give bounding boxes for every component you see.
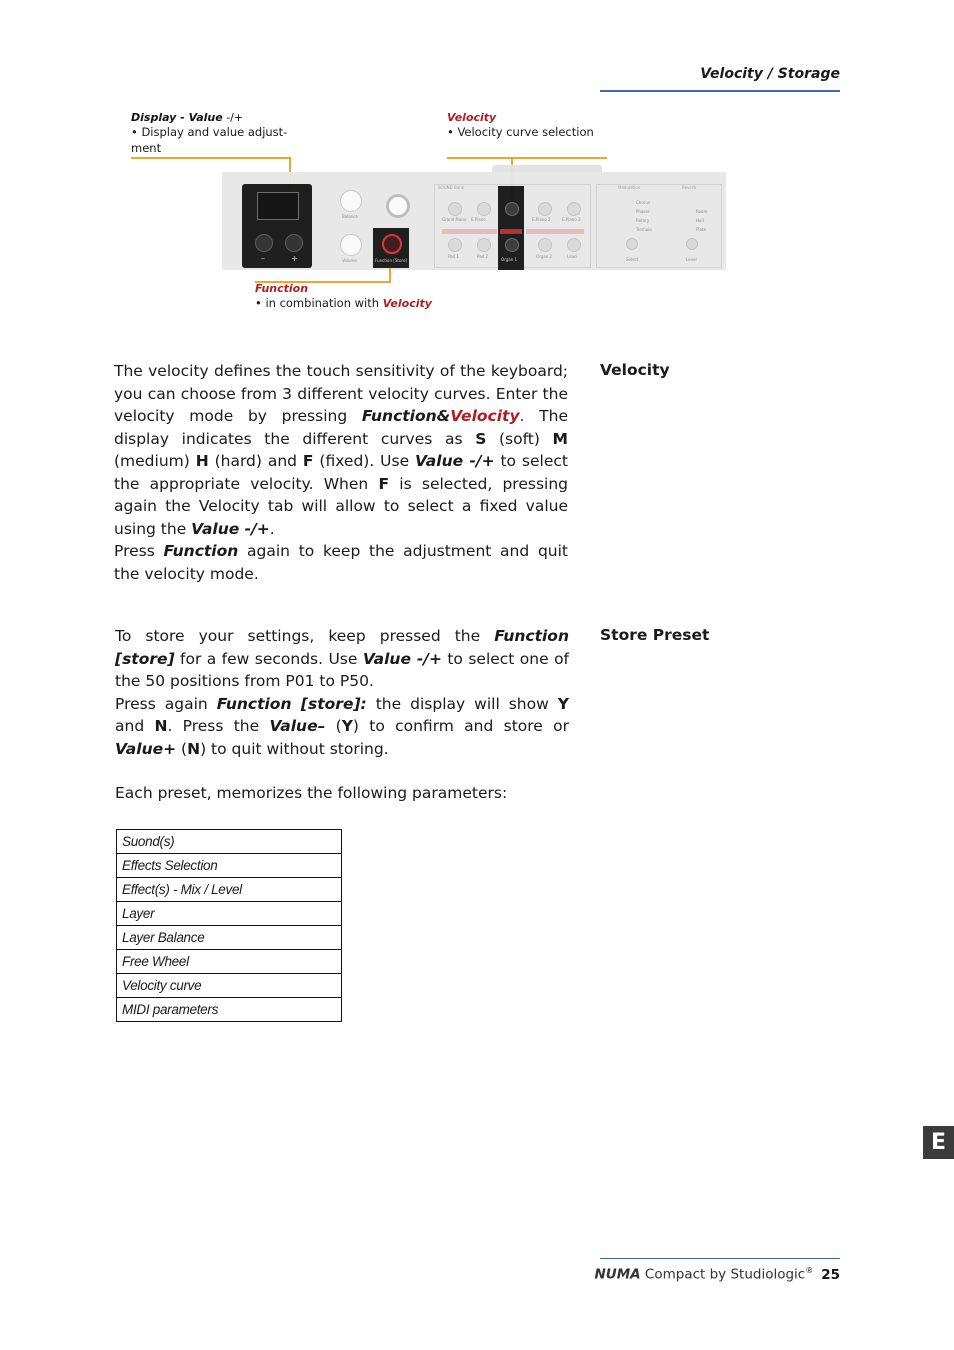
sound-button-1[interactable] bbox=[448, 202, 462, 216]
function-spacer bbox=[255, 270, 257, 280]
table-cell: Effects Selection bbox=[117, 854, 342, 878]
modulation-label: Modulation bbox=[618, 185, 641, 190]
sound-button-4[interactable] bbox=[538, 202, 552, 216]
panel-top-ridge bbox=[492, 165, 602, 172]
table-row bbox=[117, 902, 342, 926]
sound-bank-red-strip-right bbox=[526, 229, 584, 234]
velocity-callout-line1: • Velocity curve selection bbox=[447, 125, 594, 139]
mod-item-2: Phaser bbox=[636, 209, 650, 214]
sound-label-5: E.Piano 3 bbox=[562, 217, 581, 222]
organ-button-label: Organ 1 bbox=[501, 257, 518, 262]
pitch-wheel-button[interactable] bbox=[386, 194, 410, 218]
table-row bbox=[117, 878, 342, 902]
display-block bbox=[242, 184, 312, 268]
sound-button-2[interactable] bbox=[477, 202, 491, 216]
preset-intro: Each preset, memorizes the following parameters: bbox=[115, 784, 508, 802]
plus-label: + bbox=[291, 254, 298, 263]
function-callout bbox=[255, 282, 455, 312]
display-screen bbox=[257, 192, 299, 220]
table-row bbox=[117, 950, 342, 974]
value-plus-button[interactable] bbox=[285, 234, 303, 252]
rev-item-3: Plate bbox=[696, 227, 707, 232]
display-callout-title: Display - Value -/+ bbox=[131, 111, 244, 124]
sound-label-6: Pad 1 bbox=[448, 254, 460, 259]
table-row bbox=[117, 998, 342, 1022]
modulation-select-label: Select bbox=[626, 257, 639, 262]
velocity-button[interactable] bbox=[505, 202, 519, 216]
footer-brand: NUMA bbox=[594, 1266, 641, 1283]
minus-label: – bbox=[261, 254, 265, 263]
mod-item-3: Rotary bbox=[636, 218, 650, 223]
velocity-button-block bbox=[498, 186, 524, 270]
modulation-select-button[interactable] bbox=[626, 238, 638, 250]
mod-item-1: Chorus bbox=[636, 200, 651, 205]
table-cell: Free Wheel bbox=[117, 950, 342, 974]
effects-area bbox=[596, 184, 722, 268]
function-button-label: Function [Store] bbox=[375, 258, 407, 263]
sound-label-10: Lead bbox=[567, 254, 577, 259]
rev-item-2: Hall bbox=[696, 218, 704, 223]
table-row bbox=[117, 830, 342, 854]
header-rule bbox=[600, 90, 840, 92]
rev-item-1: Room bbox=[696, 209, 708, 214]
display-callout-line2: ment bbox=[131, 141, 162, 155]
function-callout-line1: • in combination with Velocity bbox=[255, 296, 432, 310]
footer-rule bbox=[600, 1258, 840, 1259]
sound-bank-label: SOUND Bank bbox=[438, 185, 465, 190]
sound-label-4: E.Piano 2 bbox=[532, 217, 551, 222]
volume-knob[interactable] bbox=[340, 234, 362, 256]
balance-knob[interactable] bbox=[340, 190, 362, 212]
reverb-level-label: Level bbox=[686, 257, 697, 262]
value-minus-button[interactable] bbox=[255, 234, 273, 252]
sound-label-9: Organ 2 bbox=[536, 254, 553, 259]
velocity-callout bbox=[447, 111, 607, 140]
footer-registered: ® bbox=[805, 1266, 814, 1275]
table-cell: Layer Balance bbox=[117, 926, 342, 950]
function-button-block bbox=[373, 228, 409, 268]
sound-bank-red-strip-left bbox=[442, 229, 497, 234]
balance-knob-label: Balance bbox=[342, 214, 358, 219]
display-callout-line bbox=[131, 157, 291, 159]
volume-knob-label: Volume bbox=[342, 258, 357, 263]
table-cell: Suond(s) bbox=[117, 830, 342, 854]
sound-label-2: E.Piano bbox=[471, 217, 486, 222]
table-cell: Layer bbox=[117, 902, 342, 926]
sound-button-9[interactable] bbox=[538, 238, 552, 252]
preset-parameters-table bbox=[116, 829, 342, 1022]
velocity-red-strip bbox=[500, 229, 522, 234]
sound-button-10[interactable] bbox=[567, 238, 581, 252]
table-row bbox=[117, 974, 342, 998]
footer-product: Compact by Studiologic bbox=[640, 1266, 806, 1283]
velocity-callout-line bbox=[447, 157, 607, 159]
velocity-heading: Velocity bbox=[600, 361, 670, 379]
display-callout bbox=[131, 111, 291, 156]
display-callout-line1: • Display and value adjust- bbox=[131, 125, 288, 139]
footer bbox=[594, 1266, 840, 1283]
table-cell: Effect(s) - Mix / Level bbox=[117, 878, 342, 902]
page-number: 25 bbox=[821, 1266, 840, 1283]
sound-button-7[interactable] bbox=[477, 238, 491, 252]
velocity-callout-title: Velocity bbox=[447, 111, 497, 124]
table-cell: Velocity curve bbox=[117, 974, 342, 998]
function-callout-title: Function bbox=[255, 282, 309, 295]
reverb-level-button[interactable] bbox=[686, 238, 698, 250]
page-header-title: Velocity / Storage bbox=[700, 66, 840, 82]
function-callout-connector bbox=[389, 268, 391, 281]
reverb-label: Reverb bbox=[682, 185, 697, 190]
velocity-paragraph: The velocity defines the touch sensitivity of the keyboard; you can choose from 3 different velocity curves. Enter the velocity mode by pressing Function&Velocity. The display indicates the different curves as S (soft) M (medium) H (hard) and F (fixed). Use Value -/+ to select the appropriate velocity. When F is selected, pressing again the Velocity tab will allow to select a fixed value using the Value -/+. Press Function again to keep the adjustment and quit the velocity mode. bbox=[114, 362, 569, 583]
table-row bbox=[117, 926, 342, 950]
function-button[interactable] bbox=[382, 234, 402, 254]
table-cell: MIDI parameters bbox=[117, 998, 342, 1022]
organ-button[interactable] bbox=[505, 238, 519, 252]
sound-label-1: Grand Piano bbox=[442, 217, 467, 222]
keyboard-control-panel bbox=[222, 172, 726, 270]
store-preset-heading: Store Preset bbox=[600, 626, 710, 644]
sound-label-7: Pad 2 bbox=[477, 254, 489, 259]
table-row bbox=[117, 854, 342, 878]
sound-button-6[interactable] bbox=[448, 238, 462, 252]
sound-button-5[interactable] bbox=[567, 202, 581, 216]
store-paragraph: To store your settings, keep pressed the Function [store] for a few seconds. Use Value -/+ to select one of the 50 positions from P01 to P50. Press again Function [store]: the display will show Y and N. Press the Value– (Y) to confirm and store or Value+ (N) to quit without storing. bbox=[115, 627, 570, 758]
language-tab: E bbox=[923, 1126, 954, 1159]
mod-item-4: Tremolo bbox=[636, 227, 652, 232]
